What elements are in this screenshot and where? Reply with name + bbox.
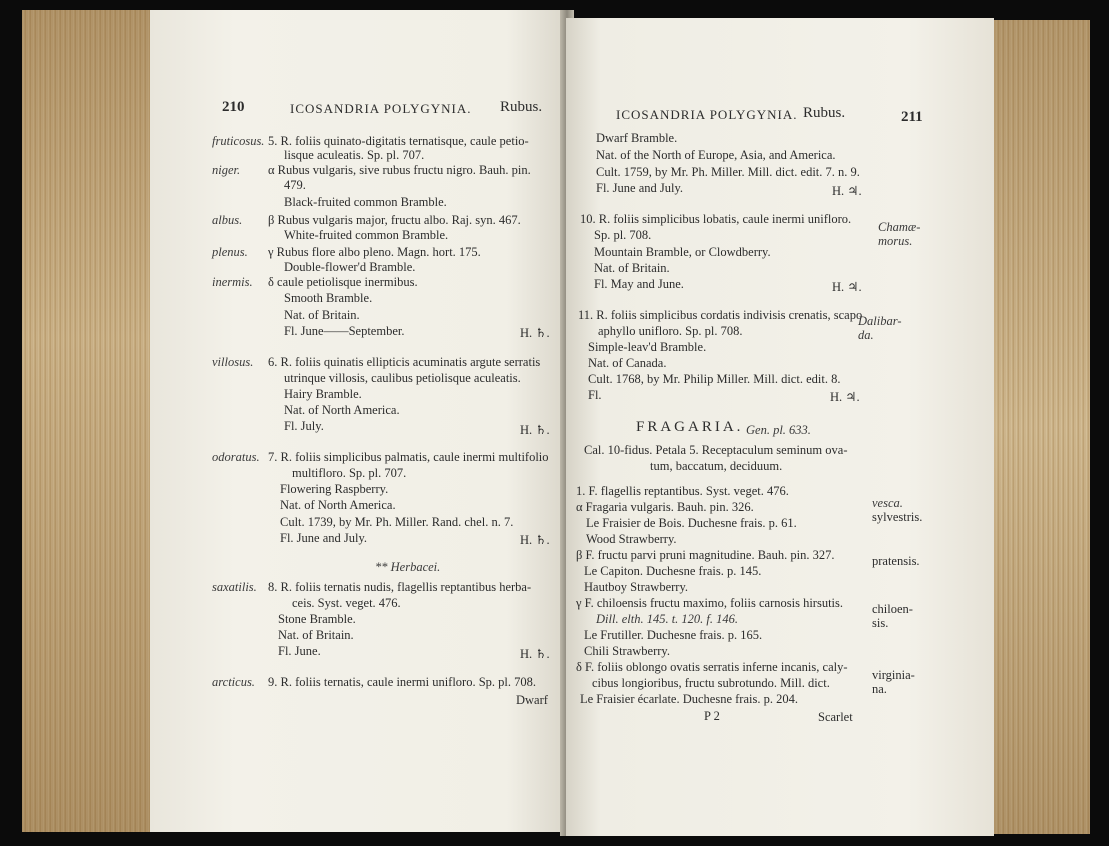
text-line: Double-flower'd Bramble. (284, 260, 416, 274)
genus-heading: FRAGARIA. (636, 419, 744, 435)
text-line: Fl. May and June. (594, 277, 684, 291)
margin-name: chiloen- (872, 602, 913, 616)
text-line: ceis. Syst. veget. 476. (292, 596, 401, 610)
text-line: 8. R. foliis ternatis nudis, flagellis reptantibus herba- (268, 580, 532, 594)
text-line: Nat. of Britain. (284, 308, 360, 322)
page-edges-left (22, 10, 154, 832)
text-line: Fl. June and July. (596, 181, 684, 195)
text-line: Flowering Raspberry. (280, 482, 389, 496)
text-line: Fl. July. (284, 419, 324, 433)
text-line: H. ♄. (520, 326, 550, 340)
text-line: Cal. 10-fidus. Petala 5. Receptaculum seminum ova- (584, 443, 848, 457)
text-line: Cult. 1768, by Mr. Philip Miller. Mill. dict. edit. 8. (588, 372, 841, 386)
text-line: Nat. of Canada. (588, 356, 667, 370)
margin-name: arcticus. (212, 675, 255, 689)
text-line: utrinque villosis, caulibus petiolisque aculeatis. (284, 371, 521, 385)
margin-name: morus. (878, 234, 913, 248)
margin-name: virginia- (872, 668, 915, 682)
right-page (566, 18, 994, 836)
text-line: γ F. chiloensis fructu maximo, foliis carnosis hirsutis. (576, 596, 843, 610)
text-line: cibus longioribus, fructu subrotundo. Mill. dict. (592, 676, 830, 690)
text-line: H. ♃. (832, 280, 862, 294)
text-line: Le Fraisier de Bois. Duchesne frais. p. 61. (586, 516, 797, 530)
running-header: ICOSANDRIA POLYGYNIA. (616, 107, 798, 122)
text-line: Nat. of North America. (284, 403, 400, 417)
running-header: ICOSANDRIA POLYGYNIA. (290, 101, 472, 116)
text-line: Cult. 1759, by Mr. Ph. Miller. Mill. dict. edit. 7. n. 9. (596, 165, 860, 179)
text-line: Nat. of Britain. (278, 628, 354, 642)
text-line: Fl. June. (278, 644, 321, 658)
margin-name: da. (858, 328, 874, 342)
text-line: H. ♃. (830, 390, 860, 404)
text-line: H. ♄. (520, 533, 550, 547)
margin-name: vesca. (872, 496, 903, 510)
text-line: 6. R. foliis quinatis ellipticis acuminatis argute serratis (268, 355, 541, 369)
margin-name: plenus. (212, 245, 248, 259)
text-line: 7. R. foliis simplicibus palmatis, caule inermi multifolio (268, 450, 549, 464)
text-line: β Rubus vulgaris major, fructu albo. Raj. syn. 467. (268, 213, 521, 227)
text-line: Cult. 1739, by Mr. Ph. Miller. Rand. chel. n. 7. (280, 515, 514, 529)
text-line: 5. R. foliis quinato-digitatis ternatisque, caule petio- (268, 134, 529, 148)
margin-name: Chamæ- (878, 220, 921, 234)
catchword: Scarlet (818, 710, 853, 724)
text-line: Chili Strawberry. (584, 644, 670, 658)
left-page (150, 10, 570, 832)
section-heading: ** Herbacei. (375, 560, 441, 574)
signature-mark: P 2 (704, 709, 720, 723)
text-line: White-fruited common Bramble. (284, 228, 449, 242)
text-line: Mountain Bramble, or Clowdberry. (594, 245, 771, 259)
text-line: δ caule petiolisque inermibus. (268, 275, 418, 289)
text-line: Sp. pl. 708. (594, 228, 652, 242)
text-line: Nat. of North America. (280, 498, 396, 512)
text-line: δ F. foliis oblongo ovatis serratis inferne incanis, caly- (576, 660, 848, 674)
text-line: 9. R. foliis ternatis, caule inermi unifloro. Sp. pl. 708. (268, 675, 537, 689)
margin-name: sylvestris. (872, 510, 923, 524)
text-line: Simple-leav'd Bramble. (588, 340, 707, 354)
text-line: Hautboy Strawberry. (584, 580, 689, 594)
margin-name: villosus. (212, 355, 254, 369)
text-line: Fl. June and July. (280, 531, 368, 545)
text-line: Fl. June——September. (284, 324, 405, 338)
running-header-genus: Rubus. (500, 99, 543, 115)
margin-name: na. (872, 682, 887, 696)
text-line: aphyllo unifloro. Sp. pl. 708. (598, 324, 743, 338)
text-line: Nat. of the North of Europe, Asia, and America. (596, 148, 836, 162)
text-line: 1. F. flagellis reptantibus. Syst. veget. 476. (576, 484, 789, 498)
text-line: Hairy Bramble. (284, 387, 362, 401)
text-line: H. ♃. (832, 184, 862, 198)
text-line: 479. (284, 178, 306, 192)
text-line: Fl. (588, 388, 602, 402)
catchword: Dwarf (516, 693, 548, 707)
text-line: Black-fruited common Bramble. (284, 195, 447, 209)
text-line: 10. R. foliis simplicibus lobatis, caule inermi unifloro. (580, 212, 852, 226)
text-line: tum, baccatum, deciduum. (650, 459, 783, 473)
margin-name: niger. (212, 163, 241, 177)
text-line: α Rubus vulgaris, sive rubus fructu nigro. Bauh. pin. (268, 163, 531, 177)
text-line: γ Rubus flore albo pleno. Magn. hort. 175. (268, 245, 481, 259)
text-line: multifloro. Sp. pl. 707. (292, 466, 407, 480)
margin-name: pratensis. (872, 554, 920, 568)
text-line: H. ♄. (520, 423, 550, 437)
text-line: H. ♄. (520, 647, 550, 661)
text-line: 11. R. foliis simplicibus cordatis indivisis crenatis, scapo (578, 308, 863, 322)
text-line: lisque aculeatis. Sp. pl. 707. (284, 148, 425, 162)
text-line: Stone Bramble. (278, 612, 356, 626)
running-header-genus: Rubus. (803, 105, 846, 121)
text-line: Nat. of Britain. (594, 261, 670, 275)
text-line: Dwarf Bramble. (596, 131, 678, 145)
genus-reference: Gen. pl. 633. (746, 423, 811, 437)
margin-name: albus. (212, 213, 243, 227)
text-line: Wood Strawberry. (586, 532, 677, 546)
page-number: 211 (901, 109, 923, 125)
page-edges-right (990, 20, 1090, 834)
text-line: α Fragaria vulgaris. Bauh. pin. 326. (576, 500, 754, 514)
margin-name: odoratus. (212, 450, 260, 464)
margin-name: Dalibar- (858, 314, 902, 328)
text-line: β F. fructu parvi pruni magnitudine. Bauh. pin. 327. (576, 548, 835, 562)
margin-name: saxatilis. (212, 580, 257, 594)
text-line: Smooth Bramble. (284, 291, 373, 305)
text-line: Dill. elth. 145. t. 120. f. 146. (596, 612, 739, 626)
text-line: Le Fraisier écarlate. Duchesne frais. p. 204. (580, 692, 798, 706)
text-line: Le Capiton. Duchesne frais. p. 145. (584, 564, 762, 578)
margin-name: fruticosus. (212, 134, 265, 148)
page-number: 210 (222, 99, 245, 115)
margin-name: sis. (872, 616, 889, 630)
text-line: Le Frutiller. Duchesne frais. p. 165. (584, 628, 763, 642)
margin-name: inermis. (212, 275, 253, 289)
